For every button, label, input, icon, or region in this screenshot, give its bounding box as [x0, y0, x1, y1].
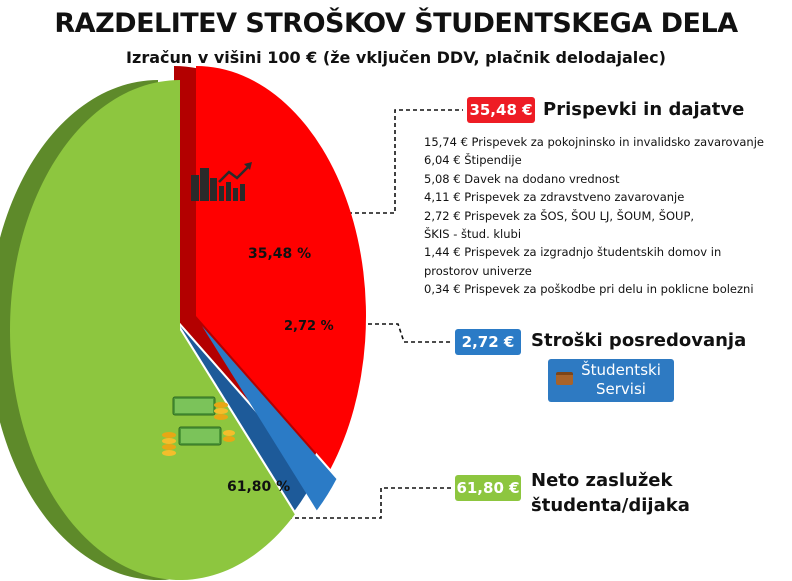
contribution-item: prostorov univerze: [424, 263, 532, 278]
contributions-heading: Prispevki in dajatve: [543, 99, 745, 120]
agency-badge: 2,72 €: [455, 329, 521, 355]
contribution-item: 2,72 € Prispevek za ŠOS, ŠOU LJ, ŠOUM, ŠOUP,: [424, 208, 695, 223]
contribution-item: 0,34 € Prispevek za poškodbe pri delu in poklicne bolezni: [424, 282, 754, 297]
contribution-item: 5,08 € Davek na dodano vrednost: [424, 171, 620, 186]
slice-label-net: 61,80 %: [227, 479, 291, 495]
net-heading-line1: Neto zaslužek: [531, 470, 673, 491]
briefcase-icon: [556, 372, 573, 385]
slice-label-agency: 2,72 %: [284, 319, 334, 334]
page-subtitle: Izračun v višini 100 € (že vključen DDV, plačnik delodajalec): [126, 48, 666, 67]
page-title: RAZDELITEV STROŠKOV ŠTUDENTSKEGA DELA: [54, 8, 738, 39]
contribution-item: 4,11 € Prispevek za zdravstveno zavarovanje: [424, 190, 685, 205]
servisi-line1: Študentski: [581, 361, 661, 379]
net-heading-line2: študenta/dijaka: [531, 495, 690, 516]
contributions-badge: 35,48 €: [467, 97, 535, 123]
contribution-item: 15,74 € Prispevek za pokojninsko in invalidsko zavarovanje: [424, 135, 764, 149]
contribution-item: 1,44 € Prispevek za izgradnjo študentskih domov in: [424, 245, 722, 260]
net-badge: 61,80 €: [455, 475, 521, 501]
servisi-line2: Servisi: [596, 380, 646, 398]
contribution-item: ŠKIS - štud. klubi: [424, 227, 522, 242]
slice-label-contributions: 35,48 %: [248, 246, 312, 262]
contributions-list: [424, 133, 792, 299]
agency-heading: Stroški posredovanja: [531, 330, 747, 351]
contribution-item: 6,04 € Štipendije: [424, 153, 522, 168]
